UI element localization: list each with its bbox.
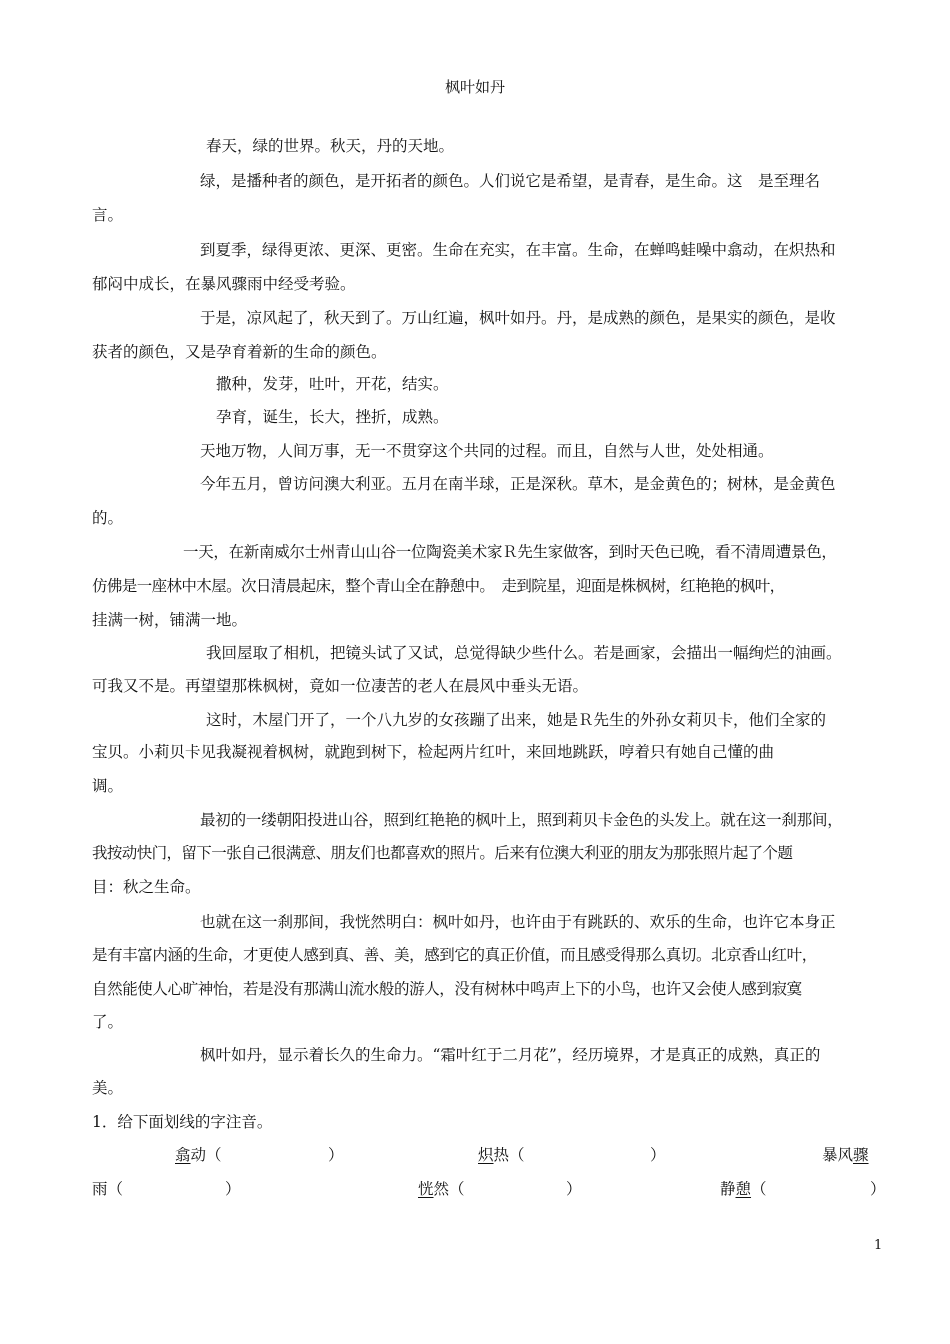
text-line: 孕育，诞生，长大，挫折，成熟。: [216, 408, 449, 426]
underlined-char: 憩: [735, 1180, 752, 1198]
answer-blank-close: ）: [328, 1146, 344, 1164]
pinyin-item: 雨（: [92, 1180, 124, 1198]
answer-blank-close: ）: [225, 1180, 241, 1198]
text-line: 我回屋取了相机，把镜头试了又试，总觉得缺少些什么。若是画家，会描出一幅绚烂的油画。: [206, 644, 842, 662]
underlined-char: 骤: [853, 1146, 869, 1164]
text-line: 目：秋之生命。: [92, 878, 201, 896]
text-line: 到夏季，绿得更浓、更深、更密。生命在充实，在丰富。生命，在蝉鸣蛙噪中翕动，在炽热和: [200, 241, 836, 259]
pinyin-item: 恍然（: [418, 1180, 465, 1198]
text-line: 于是，凉风起了，秋天到了。万山红遍，枫叶如丹。丹，是成熟的颜色，是果实的颜色，是收: [200, 309, 836, 327]
text-line: 撒种，发芽，吐叶，开花，结实。: [216, 375, 449, 393]
text-line: 郁闷中成长，在暴风骤雨中经受考验。: [92, 275, 356, 293]
text-line: 自然能使人心旷神怡，若是没有那满山流水般的游人，没有树林中鸣声上下的小鸟，也许又会使人感到寂寞: [92, 980, 802, 998]
text-line: 调。: [92, 777, 124, 795]
page-title: 枫叶如丹: [444, 78, 505, 96]
page-number: 1: [874, 1238, 883, 1253]
text-line: 获者的颜色，又是孕育着新的生命的颜色。: [92, 343, 387, 361]
text-line: 言。: [92, 206, 124, 224]
pinyin-item: 炽热（: [478, 1146, 525, 1164]
text-line: 绿，是播种者的颜色，是开拓者的颜色。人们说它是希望，是青春，是生命。这 是至理名: [200, 172, 821, 190]
text-line: 今年五月，曾访问澳大利亚。五月在南半球，正是深秋。草木，是金黄色的；树林，是金黄色: [200, 475, 836, 493]
pinyin-item: 翕动（: [175, 1146, 222, 1164]
text-line: 也就在这一刹那间，我恍然明白：枫叶如丹，也许由于有跳跃的、欢乐的生命，也许它本身正: [200, 913, 836, 931]
text-line: 春天，绿的世界。秋天，丹的天地。: [206, 137, 455, 155]
text-line: 我按动快门，留下一张自己很满意、朋友们也都喜欢的照片。后来有位澳大利亚的朋友为那张照片起了个题: [92, 844, 793, 862]
text-line: 可我又不是。再望望那株枫树，竟如一位凄苦的老人在晨风中垂头无语。: [92, 677, 589, 695]
text-line: 枫叶如丹，显示着长久的生命力。“霜叶红于二月花”，经历境界，才是真正的成熟，真正的: [200, 1046, 821, 1064]
text-line: 了。: [92, 1013, 124, 1031]
text-line: 仿佛是一座林中木屋。次日清晨起床，整个青山全在静憩中。 走到院星，迎面是株枫树，红艳艳的枫叶，: [92, 577, 785, 595]
text-line: 一天，在新南威尔士州青山山谷一位陶瓷美术家Ｒ先生家做客，到时天色已晚，看不清周遭景色，: [183, 543, 837, 561]
answer-blank-close: ）: [870, 1180, 886, 1198]
underlined-char: 炽: [478, 1146, 494, 1164]
text-line: 宝贝。小莉贝卡见我凝视着枫树，就跑到树下，检起两片红叶，来回地跳跃，哼着只有她自己懂的曲: [92, 743, 775, 761]
text-line: 的。: [92, 509, 124, 527]
text-line: 最初的一缕朝阳投进山谷，照到红艳艳的枫叶上，照到莉贝卡金色的头发上。就在这一刹那间，: [200, 811, 843, 829]
pinyin-item: 暴风骤: [822, 1146, 869, 1164]
text-line: 挂满一树，铺满一地。: [92, 611, 248, 629]
underlined-char: 翕: [175, 1146, 191, 1164]
pinyin-item: 静憩（: [720, 1180, 767, 1198]
text-line: 天地万物，人间万事，无一不贯穿这个共同的过程。而且，自然与人世，处处相通。: [200, 442, 774, 460]
question-label: 1．给下面划线的字注音。: [92, 1113, 273, 1131]
underlined-char: 恍: [418, 1180, 434, 1198]
answer-blank-close: ）: [650, 1146, 666, 1164]
answer-blank-close: ）: [566, 1180, 582, 1198]
text-line: 这时，木屋门开了，一个八九岁的女孩蹦了出来，她是Ｒ先生的外孙女莉贝卡，他们全家的: [206, 711, 827, 729]
text-line: 是有丰富内涵的生命，才更使人感到真、善、美，感到它的真正价值，而且感受得那么真切。北京香山红叶，: [92, 946, 817, 964]
text-line: 美。: [92, 1079, 124, 1097]
